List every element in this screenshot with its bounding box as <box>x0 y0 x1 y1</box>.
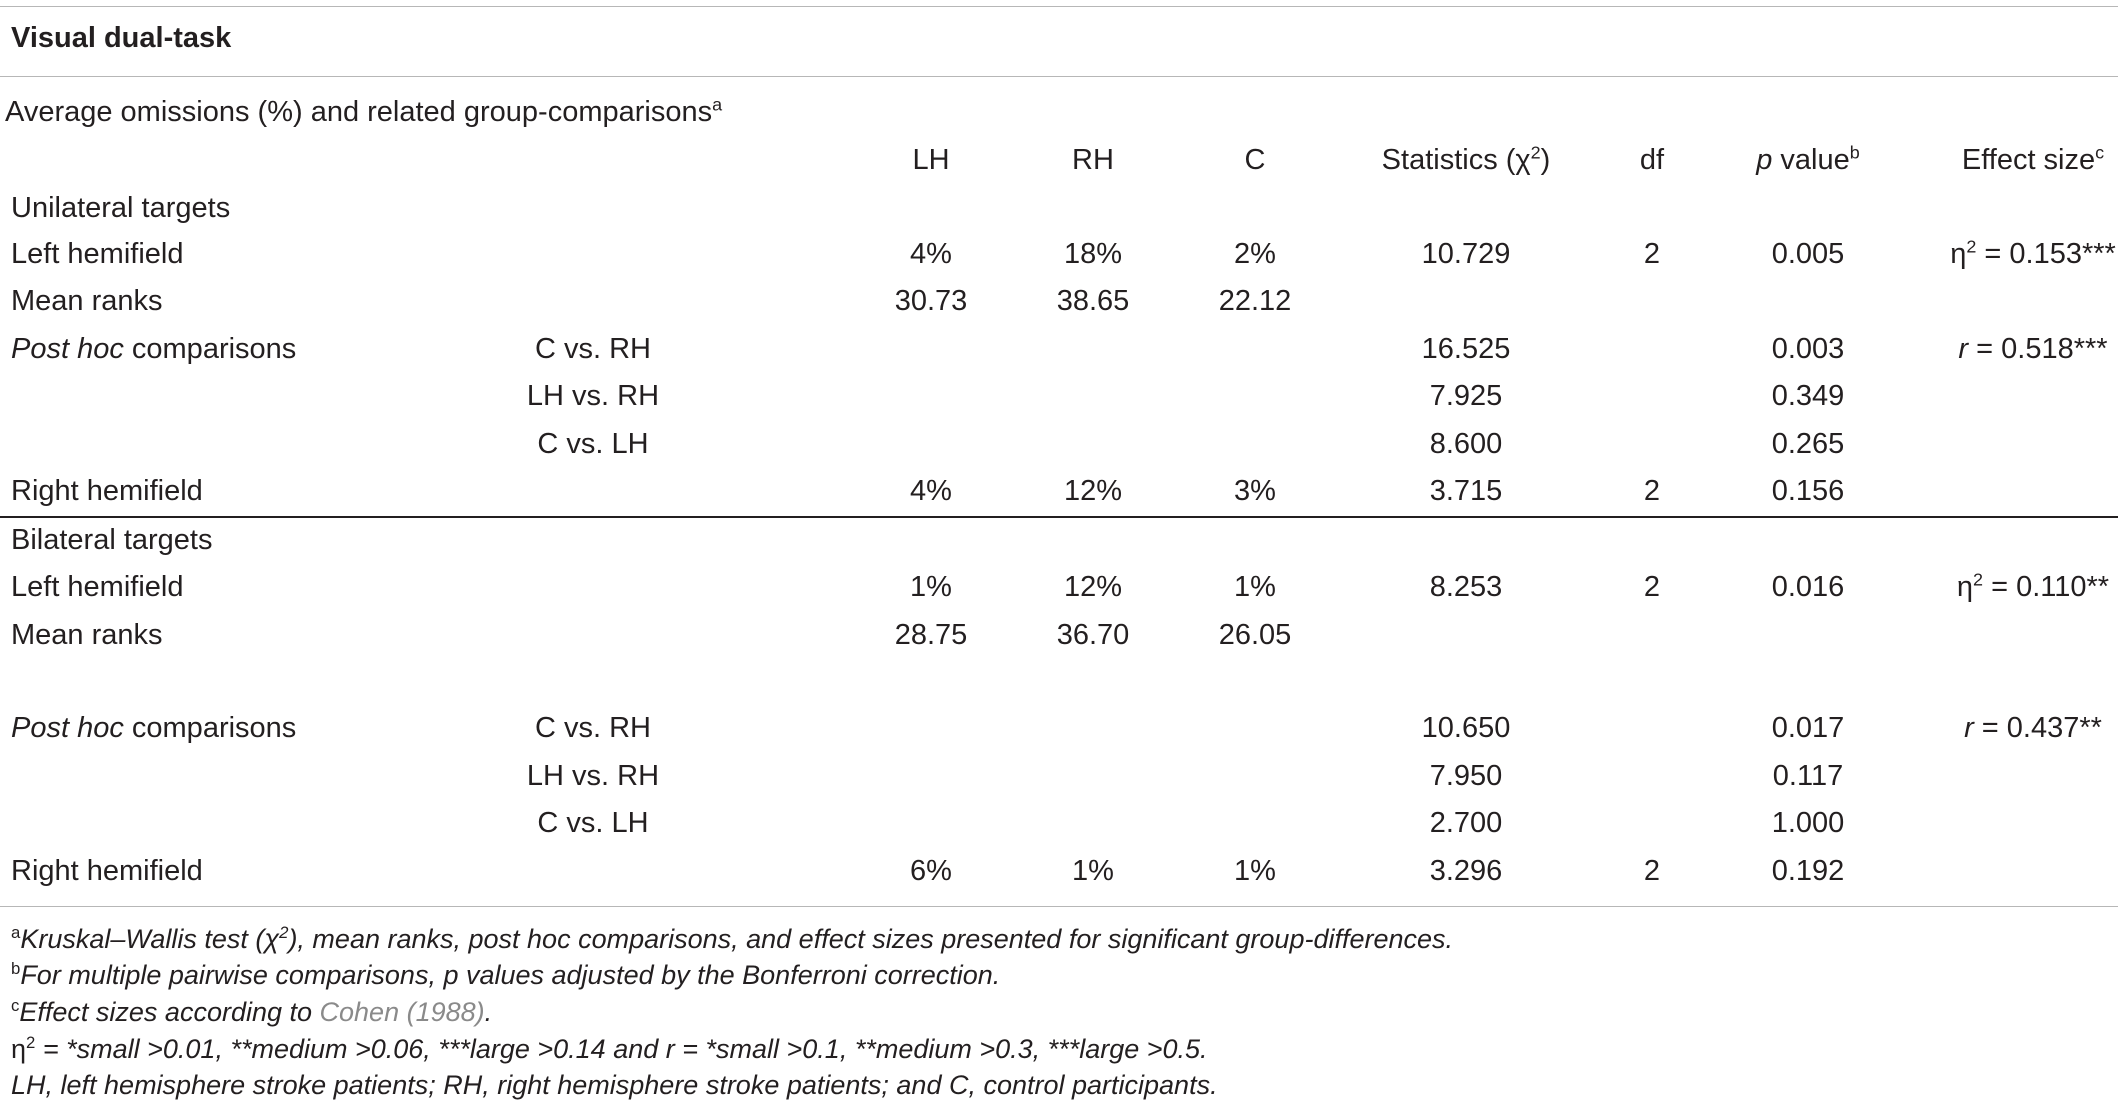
row-label: Left hemifield <box>11 238 184 270</box>
cell-rh: 1% <box>1072 855 1114 887</box>
header-effect-size: Effect size$^c$ <box>1961 142 2105 176</box>
cell-p: 0.005 <box>1771 238 1845 270</box>
cell-lh: 6% <box>910 855 952 887</box>
footnote-a: $^a$Kruskal–Wallis test $(\chi^2)$, mean ranks, post hoc comparisons, and effect sizes presented for significant group-differences. <box>11 923 1454 954</box>
cell-p: 0.017 <box>1771 712 1845 744</box>
cell-rh: 18% <box>1063 238 1123 270</box>
cell-lh: 4% <box>910 475 952 507</box>
cell-p: 0.265 <box>1771 428 1845 460</box>
cell-comparison: C vs. LH <box>537 807 649 839</box>
row-label: Mean ranks <box>11 619 163 651</box>
cell-p: 0.016 <box>1771 571 1845 603</box>
cell-effect: r = 0.437** <box>1964 712 2102 744</box>
cell-lh: 4% <box>910 238 952 270</box>
section-unilateral: Unilateral targets <box>11 192 231 224</box>
cell-lh: 28.75 <box>894 619 968 651</box>
cell-df: 2 <box>1643 238 1661 270</box>
cell-p: 0.156 <box>1771 475 1845 507</box>
cell-stat: 8.600 <box>1429 428 1503 460</box>
section-divider <box>0 516 2118 518</box>
cell-stat: 3.715 <box>1429 475 1503 507</box>
cell-comparison: C vs. RH <box>535 333 651 365</box>
cell-c: 3% <box>1234 475 1276 507</box>
row-label: Left hemifield <box>11 571 184 603</box>
header-lh: LH <box>912 144 950 176</box>
header-statistics: Statistics $(\chi^2)$ <box>1381 142 1551 176</box>
row-label: Post hoc comparisons <box>11 712 297 744</box>
cell-comparison: LH vs. RH <box>526 760 660 792</box>
cell-comparison: C vs. RH <box>535 712 651 744</box>
row-label: Right hemifield <box>11 855 203 887</box>
cell-stat: 7.925 <box>1429 380 1503 412</box>
cell-c: 22.12 <box>1218 285 1292 317</box>
cell-p: 0.003 <box>1771 333 1845 365</box>
cell-df: 2 <box>1643 855 1661 887</box>
header-c: C <box>1244 144 1266 176</box>
cell-c: 1% <box>1234 855 1276 887</box>
cell-stat: 3.296 <box>1429 855 1503 887</box>
cell-df: 2 <box>1643 475 1661 507</box>
cell-effect: $\eta^2 = 0.153***$ <box>1950 236 2116 270</box>
cell-p: 0.349 <box>1771 380 1845 412</box>
cell-c: 26.05 <box>1218 619 1292 651</box>
cell-rh: 12% <box>1063 571 1123 603</box>
cell-stat: 10.650 <box>1421 712 1511 744</box>
cell-rh: 36.70 <box>1056 619 1130 651</box>
header-p-value: p value$^b$ <box>1756 142 1860 176</box>
cell-c: 1% <box>1234 571 1276 603</box>
cell-stat: 16.525 <box>1421 333 1511 365</box>
row-label: Post hoc comparisons <box>11 333 297 365</box>
footnote-eta: $\eta^2$ = *small >0.01, **medium >0.06, ***large >0.14 and r = *small >0.1, **medium >0.3, ***large >0.5. <box>11 1033 1208 1064</box>
cell-effect: r = 0.518*** <box>1958 333 2108 365</box>
cell-rh: 38.65 <box>1056 285 1130 317</box>
footnote-b: $^b$For multiple pairwise comparisons, p values adjusted by the Bonferroni correction. <box>11 959 1001 990</box>
table-subtitle: Average omissions (%) and related group-comparisons$^a$ <box>5 94 723 128</box>
cell-stat: 7.950 <box>1429 760 1503 792</box>
cell-stat: 2.700 <box>1429 807 1503 839</box>
cell-comparison: LH vs. RH <box>526 380 660 412</box>
row-label: Mean ranks <box>11 285 163 317</box>
cell-p: 1.000 <box>1771 807 1845 839</box>
cell-p: 0.117 <box>1772 760 1844 792</box>
header-df: df <box>1639 144 1665 176</box>
cell-p: 0.192 <box>1771 855 1845 887</box>
cell-comparison: C vs. LH <box>537 428 649 460</box>
footnote-c: $^c$Effect sizes according to Cohen (1988). <box>11 996 493 1027</box>
table-title: Visual dual-task <box>11 22 232 54</box>
title-rule <box>0 76 2118 77</box>
top-rule <box>0 6 2118 7</box>
header-rh: RH <box>1072 144 1114 176</box>
cell-stat: 10.729 <box>1421 238 1511 270</box>
cell-stat: 8.253 <box>1429 571 1503 603</box>
citation-link[interactable]: Cohen (1988) <box>319 997 485 1027</box>
cell-effect: $\eta^2 = 0.110**$ <box>1956 569 2110 603</box>
cell-lh: 30.73 <box>894 285 968 317</box>
bottom-rule <box>0 906 2118 907</box>
cell-rh: 12% <box>1063 475 1123 507</box>
cell-df: 2 <box>1643 571 1661 603</box>
section-bilateral: Bilateral targets <box>11 524 213 556</box>
footnote-abbrev: LH, left hemisphere stroke patients; RH, right hemisphere stroke patients; and C, control participants. <box>11 1070 1218 1100</box>
row-label: Right hemifield <box>11 475 203 507</box>
cell-lh: 1% <box>910 571 952 603</box>
cell-c: 2% <box>1234 238 1276 270</box>
